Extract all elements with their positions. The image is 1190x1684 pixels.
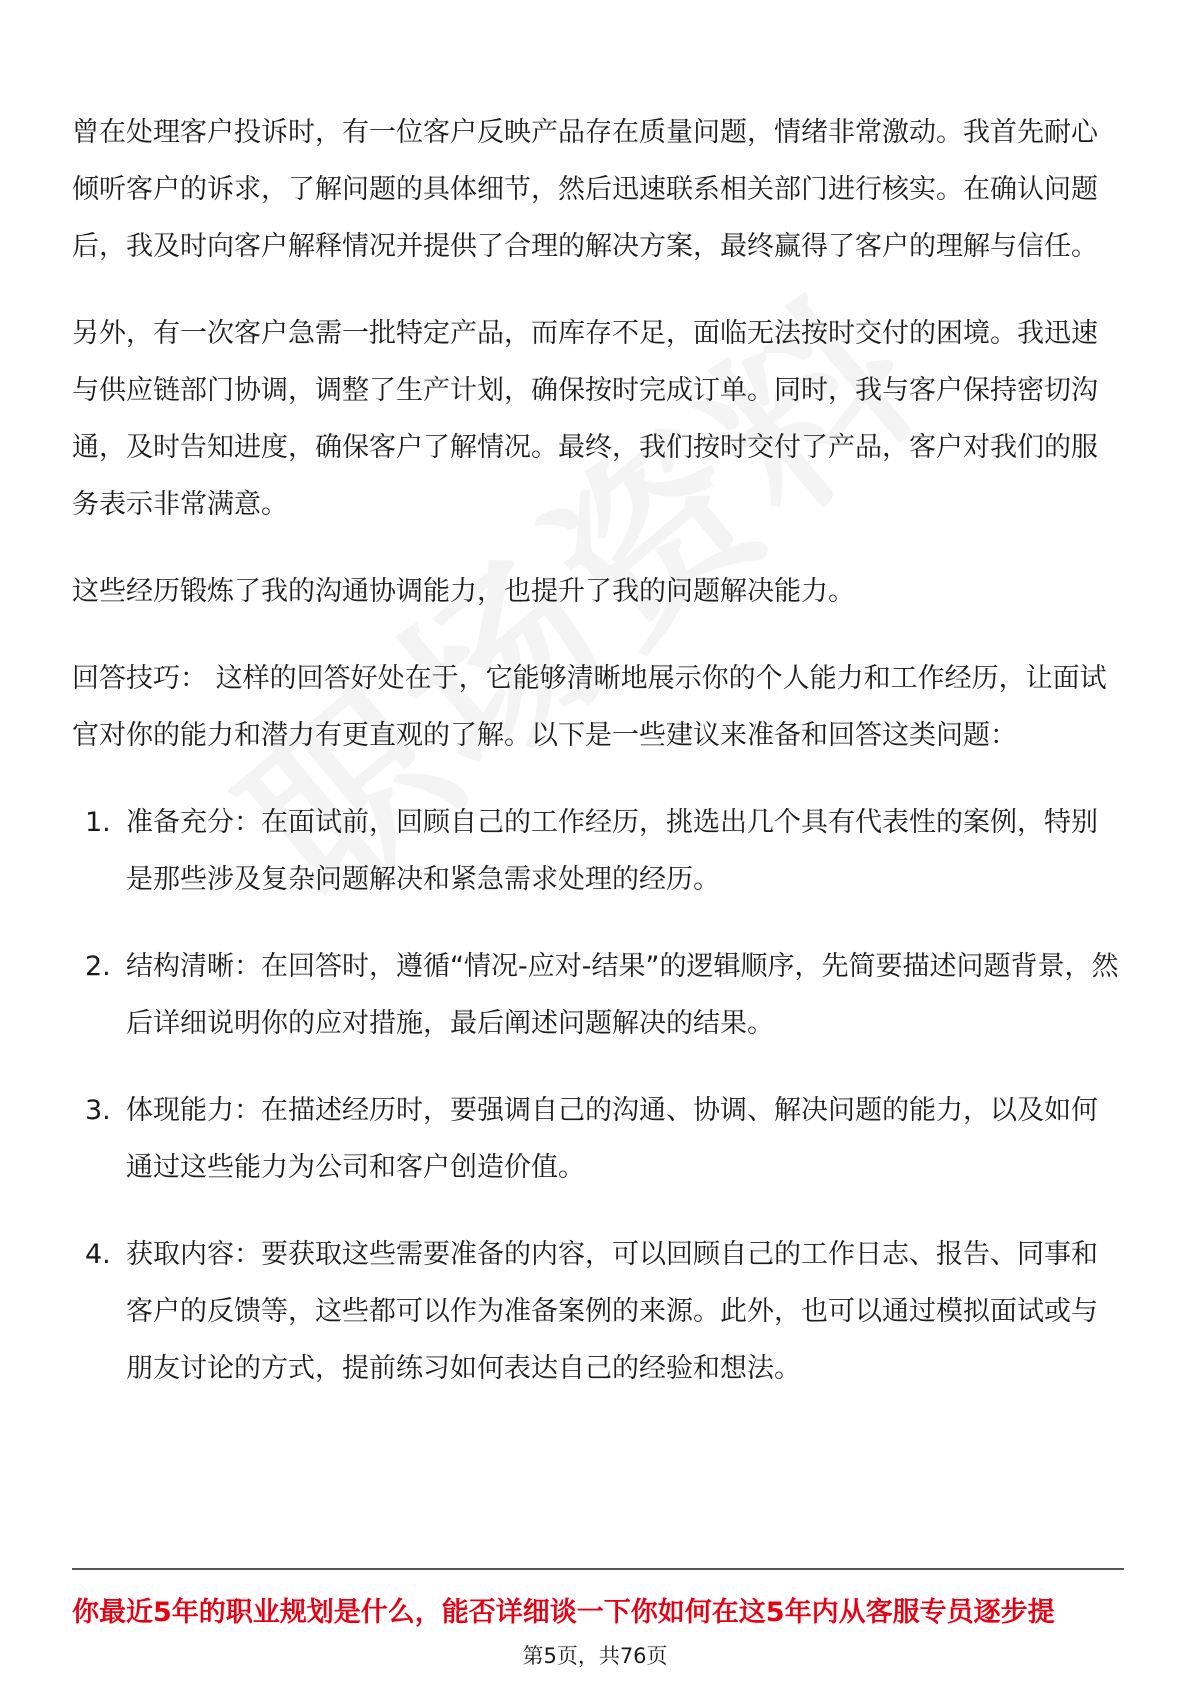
paragraph-supply-story: 另外，有一次客户急需一批特定产品，而库存不足，面临无法按时交付的困境。我迅速与供应链部门协调，调整了生产计划，确保按时完成订单。同时，我与客户保持密切沟通，及时告知进度，确保客户了解情况。最终，我们按时交付了产品，客户对我们的服务表示非常满意。 bbox=[72, 318, 1098, 520]
list-item-number: 1. bbox=[85, 807, 111, 838]
footer-divider bbox=[72, 1568, 1124, 1570]
paragraph-answer-tips: 回答技巧： 这样的回答好处在于，它能够清晰地展示你的个人能力和工作经历，让面试官对你的能力和潜力有更直观的了解。以下是一些建议来准备和回答这类问题： bbox=[72, 663, 1107, 751]
list-item bbox=[72, 1226, 1122, 1397]
list-item-number: 3. bbox=[85, 1095, 111, 1126]
list-item-number: 4. bbox=[85, 1239, 111, 1270]
list-item bbox=[72, 1082, 1122, 1196]
paragraph-complaint-story: 曾在处理客户投诉时，有一位客户反映产品存在质量问题，情绪非常激动。我首先耐心倾听客户的诉求，了解问题的具体细节，然后迅速联系相关部门进行核实。在确认问题后，我及时向客户解释情况并提供了合理的解决方案，最终赢得了客户的理解与信任。 bbox=[72, 117, 1098, 262]
paragraph-summary: 这些经历锻炼了我的沟通协调能力，也提升了我的问题解决能力。 bbox=[72, 576, 855, 607]
list-item-text: 准备充分：在面试前，回顾自己的工作经历，挑选出几个具有代表性的案例，特别是那些涉及复杂问题解决和紧急需求处理的经历。 bbox=[126, 807, 1098, 895]
list-item-number: 2. bbox=[85, 951, 111, 982]
list-item-text: 获取内容：要获取这些需要准备的内容，可以回顾自己的工作日志、报告、同事和客户的反馈等，这些都可以作为准备案例的来源。此外，也可以通过模拟面试或与朋友讨论的方式，提前练习如何表达自己的经验和想法。 bbox=[126, 1239, 1098, 1384]
list-item bbox=[72, 938, 1122, 1052]
list-item bbox=[72, 794, 1122, 908]
document-body bbox=[72, 104, 1122, 1427]
page-number: 第5页，共76页 bbox=[522, 1644, 668, 1668]
tips-list bbox=[72, 794, 1122, 1397]
list-item-text: 体现能力：在描述经历时，要强调自己的沟通、协调、解决问题的能力，以及如何通过这些能力为公司和客户创造价值。 bbox=[126, 1095, 1098, 1183]
list-item-text: 结构清晰：在回答时，遵循“情况-应对-结果”的逻辑顺序，先简要描述问题背景，然后详细说明你的应对措施，最后阐述问题解决的结果。 bbox=[126, 951, 1119, 1039]
next-question-heading: 你最近5年的职业规划是什么，能否详细谈一下你如何在这5年内从客服专员逐步提 bbox=[72, 1597, 1055, 1628]
